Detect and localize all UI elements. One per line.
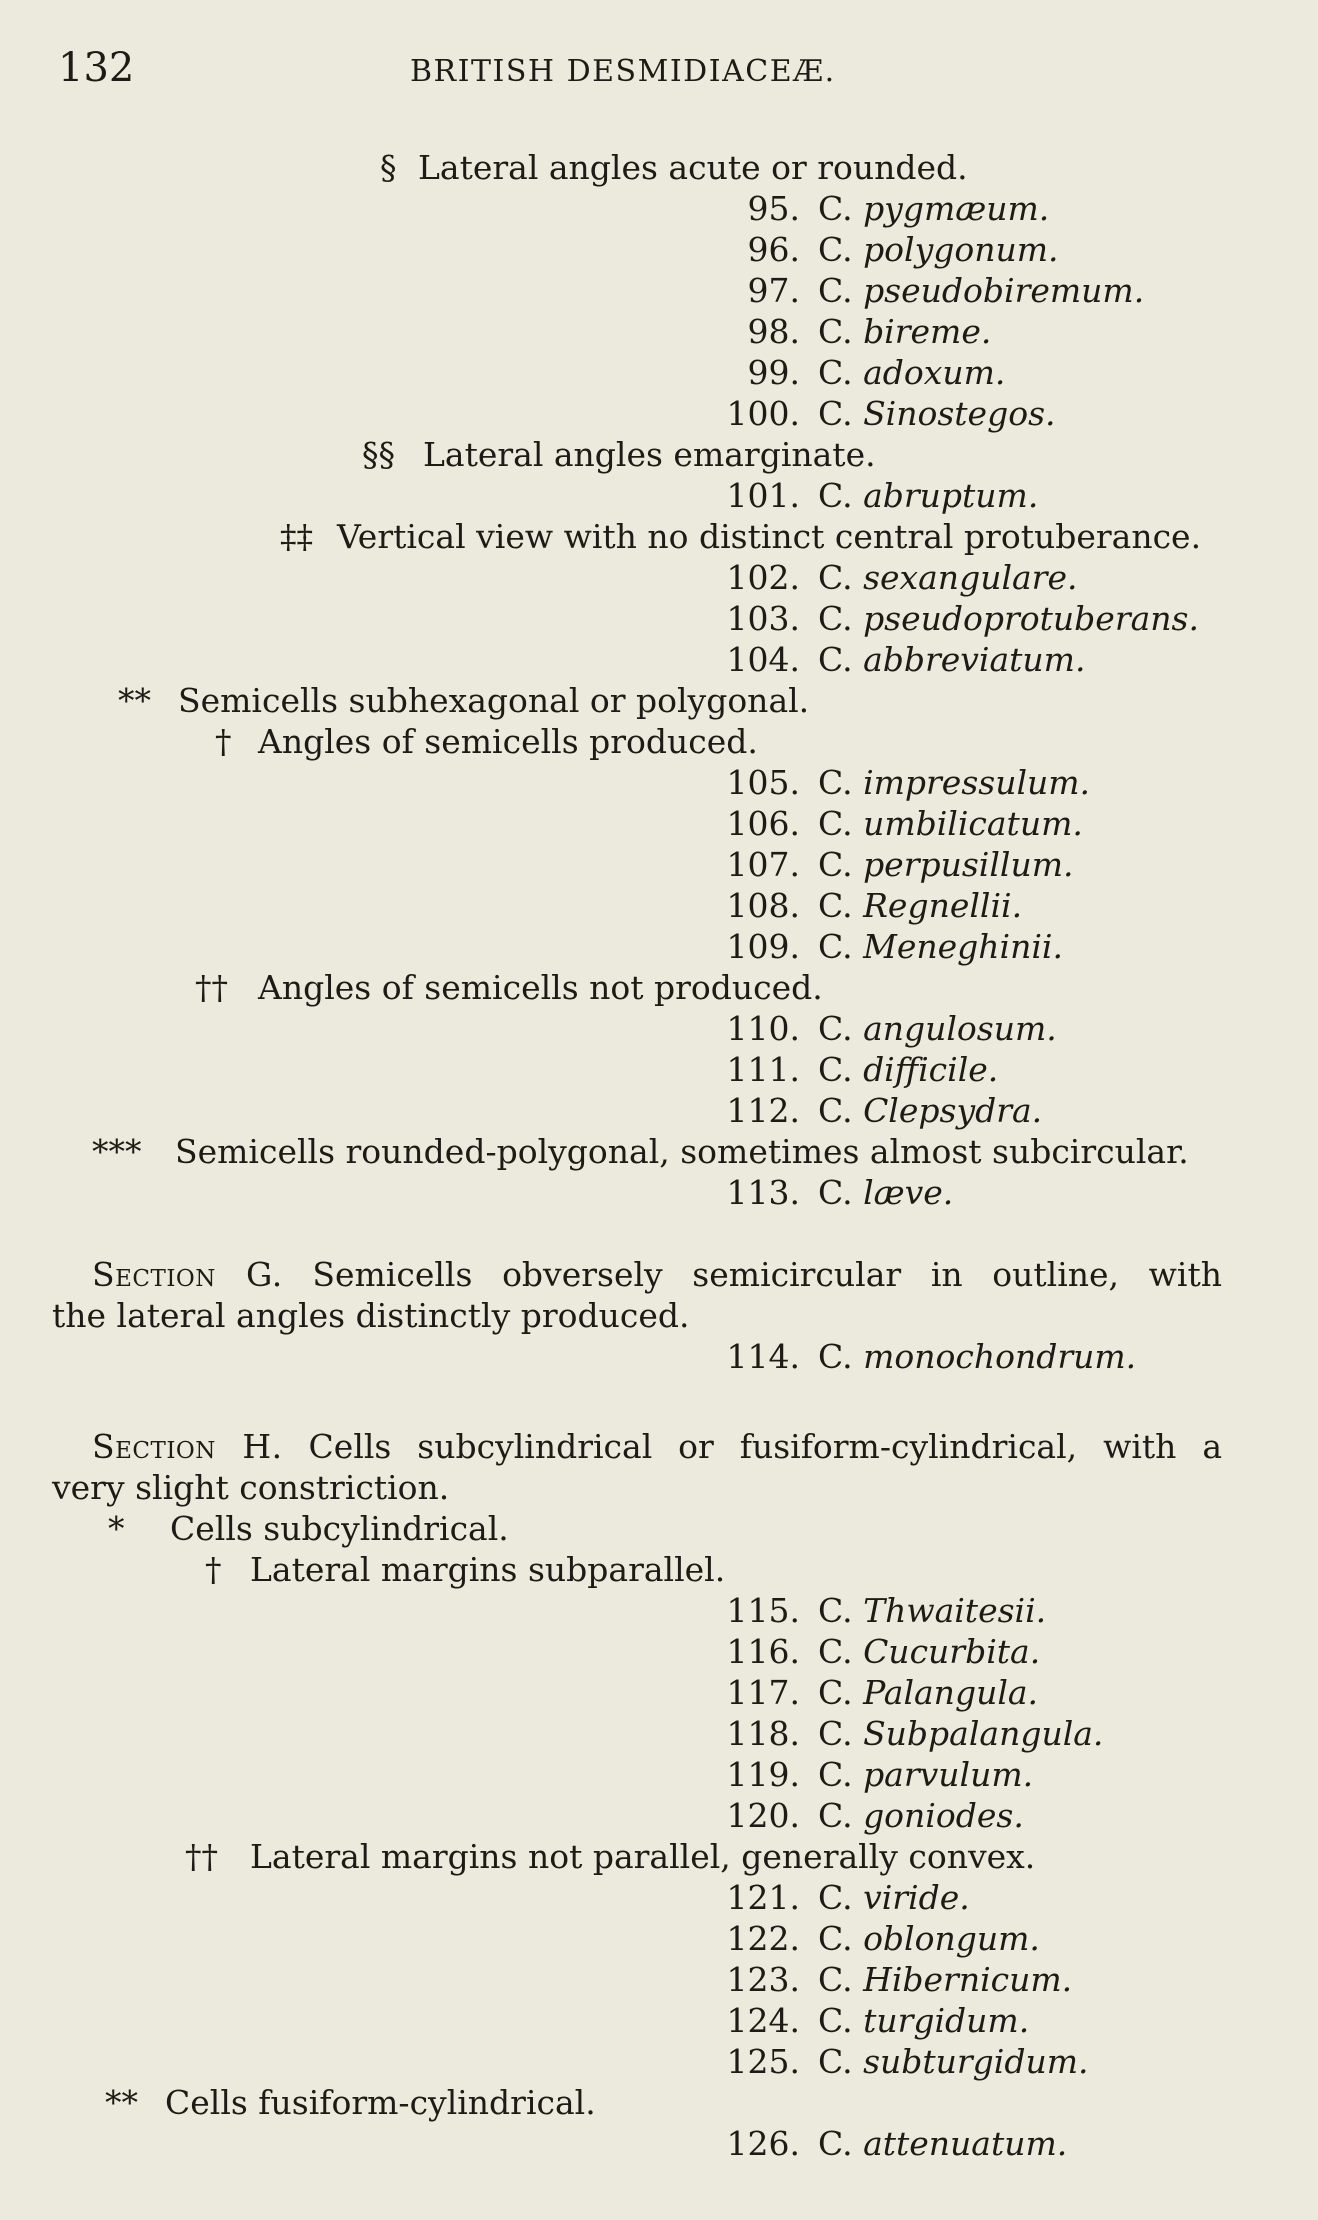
genus-abbrev: C. bbox=[818, 1050, 864, 1089]
species-name bbox=[818, 558, 1077, 598]
species-epithet: viride. bbox=[863, 1878, 970, 1917]
species-name bbox=[818, 1591, 1046, 1631]
species-number: 116. bbox=[726, 1632, 800, 1671]
species-name bbox=[818, 2124, 1067, 2164]
species-epithet: impressulum. bbox=[863, 763, 1091, 802]
key-heading: Angles of semicells not produced. bbox=[258, 968, 823, 1007]
genus-abbrev: C. bbox=[818, 599, 864, 638]
section-label: Section G. bbox=[92, 1255, 283, 1294]
section-label: Section H. bbox=[92, 1427, 283, 1466]
species-number: 118. bbox=[726, 1714, 800, 1753]
genus-abbrev: C. bbox=[818, 1673, 864, 1712]
species-name bbox=[818, 2001, 1029, 2041]
genus-abbrev: C. bbox=[818, 353, 864, 392]
species-name bbox=[818, 1755, 1033, 1795]
species-number: 111. bbox=[726, 1050, 800, 1089]
key-heading: Semicells rounded-polygonal, sometimes almost subcircular. bbox=[175, 1132, 1189, 1171]
species-epithet: umbilicatum. bbox=[863, 804, 1083, 843]
species-number: 123. bbox=[726, 1960, 800, 1999]
species-epithet: goniodes. bbox=[863, 1796, 1024, 1835]
species-epithet: pseudoprotuberans. bbox=[863, 599, 1199, 638]
genus-abbrev: C. bbox=[818, 640, 864, 679]
genus-abbrev: C. bbox=[818, 1796, 864, 1835]
key-heading: Cells subcylindrical. bbox=[170, 1509, 509, 1548]
genus-abbrev: C. bbox=[818, 1714, 864, 1753]
species-epithet: sexangulare. bbox=[863, 558, 1078, 597]
species-number: 103. bbox=[726, 599, 800, 638]
species-epithet: Palangula. bbox=[863, 1673, 1039, 1712]
species-epithet: turgidum. bbox=[863, 2001, 1030, 2040]
species-name bbox=[818, 353, 1005, 393]
species-number: 114. bbox=[726, 1337, 800, 1376]
genus-abbrev: C. bbox=[818, 271, 864, 310]
species-name bbox=[818, 230, 1059, 270]
species-epithet: Hibernicum. bbox=[863, 1960, 1073, 1999]
species-name bbox=[818, 394, 1056, 434]
species-epithet: angulosum. bbox=[863, 1009, 1057, 1048]
genus-abbrev: C. bbox=[818, 2124, 864, 2163]
key-marker: §§ bbox=[362, 435, 395, 474]
section-text: Cells subcylindrical or fusiform-cylindrical, with a bbox=[282, 1427, 1222, 1466]
species-number: 120. bbox=[726, 1796, 800, 1835]
key-marker: * bbox=[108, 1509, 125, 1548]
species-name bbox=[818, 189, 1049, 229]
genus-abbrev: C. bbox=[818, 2001, 864, 2040]
key-heading: Semicells subhexagonal or polygonal. bbox=[178, 681, 810, 720]
species-number: 109. bbox=[726, 927, 800, 966]
species-name bbox=[818, 1632, 1040, 1672]
species-number: 100. bbox=[726, 394, 800, 433]
key-marker: ** bbox=[118, 681, 151, 720]
species-name bbox=[818, 312, 991, 352]
species-name bbox=[818, 1337, 1136, 1377]
genus-abbrev: C. bbox=[818, 1919, 864, 1958]
species-number: 95. bbox=[747, 189, 800, 228]
species-name bbox=[818, 1919, 1040, 1959]
key-heading: Angles of semicells produced. bbox=[258, 722, 758, 761]
section-continuation: very slight constriction. bbox=[52, 1468, 450, 1507]
species-name bbox=[818, 1714, 1103, 1754]
species-name bbox=[818, 1173, 953, 1213]
section-text: Semicells obversely semicircular in outline, with bbox=[282, 1255, 1222, 1294]
key-marker: ** bbox=[105, 2083, 138, 2122]
genus-abbrev: C. bbox=[818, 886, 864, 925]
species-epithet: Sinostegos. bbox=[863, 394, 1056, 433]
species-number: 99. bbox=[747, 353, 800, 392]
species-number: 113. bbox=[726, 1173, 800, 1212]
key-heading: Lateral angles emarginate. bbox=[423, 435, 876, 474]
species-name bbox=[818, 1673, 1038, 1713]
key-heading: Lateral margins subparallel. bbox=[250, 1550, 726, 1589]
key-marker: † bbox=[205, 1550, 222, 1589]
species-name bbox=[818, 1878, 970, 1918]
species-epithet: attenuatum. bbox=[863, 2124, 1068, 2163]
genus-abbrev: C. bbox=[818, 845, 864, 884]
species-number: 119. bbox=[726, 1755, 800, 1794]
species-name bbox=[818, 1009, 1057, 1049]
species-number: 115. bbox=[726, 1591, 800, 1630]
species-number: 104. bbox=[726, 640, 800, 679]
species-epithet: læve. bbox=[863, 1173, 954, 1212]
species-epithet: adoxum. bbox=[863, 353, 1006, 392]
genus-abbrev: C. bbox=[818, 1960, 864, 1999]
species-number: 122. bbox=[726, 1919, 800, 1958]
section-heading bbox=[92, 1427, 1222, 1467]
species-number: 112. bbox=[726, 1091, 800, 1130]
genus-abbrev: C. bbox=[818, 804, 864, 843]
genus-abbrev: C. bbox=[818, 312, 864, 351]
key-marker: †† bbox=[195, 968, 228, 1007]
species-number: 121. bbox=[726, 1878, 800, 1917]
genus-abbrev: C. bbox=[818, 763, 864, 802]
species-number: 105. bbox=[726, 763, 800, 802]
key-marker: § bbox=[380, 148, 397, 187]
species-epithet: perpusillum. bbox=[863, 845, 1074, 884]
species-name bbox=[818, 2042, 1089, 2082]
species-epithet: Cucurbita. bbox=[863, 1632, 1041, 1671]
key-heading: Cells fusiform-cylindrical. bbox=[165, 2083, 596, 2122]
genus-abbrev: C. bbox=[818, 1755, 864, 1794]
species-number: 108. bbox=[726, 886, 800, 925]
species-epithet: oblongum. bbox=[863, 1919, 1040, 1958]
genus-abbrev: C. bbox=[818, 1632, 864, 1671]
species-epithet: parvulum. bbox=[863, 1755, 1034, 1794]
species-number: 97. bbox=[747, 271, 800, 310]
species-name bbox=[818, 763, 1090, 803]
running-title: BRITISH DESMIDIACEÆ. bbox=[410, 54, 836, 89]
species-epithet: Subpalangula. bbox=[863, 1714, 1104, 1753]
species-epithet: monochondrum. bbox=[863, 1337, 1137, 1376]
species-epithet: abbreviatum. bbox=[863, 640, 1086, 679]
genus-abbrev: C. bbox=[818, 394, 864, 433]
species-name bbox=[818, 1091, 1042, 1131]
species-number: 110. bbox=[726, 1009, 800, 1048]
section-heading bbox=[92, 1255, 1222, 1295]
species-number: 126. bbox=[726, 2124, 800, 2163]
key-marker: † bbox=[215, 722, 232, 761]
key-heading: Lateral angles acute or rounded. bbox=[418, 148, 968, 187]
species-epithet: Meneghinii. bbox=[863, 927, 1063, 966]
key-heading: Vertical view with no distinct central protuberance. bbox=[337, 517, 1202, 556]
section-continuation: the lateral angles distinctly produced. bbox=[52, 1296, 690, 1335]
genus-abbrev: C. bbox=[818, 558, 864, 597]
key-marker: †† bbox=[185, 1837, 218, 1876]
species-epithet: subturgidum. bbox=[863, 2042, 1089, 2081]
genus-abbrev: C. bbox=[818, 1878, 864, 1917]
genus-abbrev: C. bbox=[818, 1009, 864, 1048]
species-number: 125. bbox=[726, 2042, 800, 2081]
species-name bbox=[818, 927, 1063, 967]
species-number: 101. bbox=[726, 476, 800, 515]
species-name bbox=[818, 1960, 1072, 2000]
genus-abbrev: C. bbox=[818, 476, 864, 515]
genus-abbrev: C. bbox=[818, 189, 864, 228]
species-epithet: Thwaitesii. bbox=[863, 1591, 1047, 1630]
species-epithet: pseudobiremum. bbox=[863, 271, 1145, 310]
species-name bbox=[818, 886, 1022, 926]
species-name bbox=[818, 640, 1085, 680]
genus-abbrev: C. bbox=[818, 1173, 864, 1212]
species-name bbox=[818, 271, 1144, 311]
species-epithet: abruptum. bbox=[863, 476, 1039, 515]
species-name bbox=[818, 845, 1074, 885]
species-epithet: Regnellii. bbox=[863, 886, 1023, 925]
page-number: 132 bbox=[58, 45, 135, 91]
species-number: 96. bbox=[747, 230, 800, 269]
species-number: 98. bbox=[747, 312, 800, 351]
genus-abbrev: C. bbox=[818, 2042, 864, 2081]
genus-abbrev: C. bbox=[818, 1337, 864, 1376]
species-name bbox=[818, 599, 1199, 639]
species-number: 124. bbox=[726, 2001, 800, 2040]
species-number: 117. bbox=[726, 1673, 800, 1712]
species-name bbox=[818, 1050, 998, 1090]
species-name bbox=[818, 476, 1038, 516]
species-name bbox=[818, 1796, 1024, 1836]
key-heading: Lateral margins not parallel, generally convex. bbox=[250, 1837, 1036, 1876]
genus-abbrev: C. bbox=[818, 1091, 864, 1130]
genus-abbrev: C. bbox=[818, 230, 864, 269]
species-epithet: polygonum. bbox=[863, 230, 1059, 269]
key-marker: *** bbox=[92, 1132, 142, 1171]
species-name bbox=[818, 804, 1083, 844]
species-epithet: pygmæum. bbox=[863, 189, 1050, 228]
species-number: 107. bbox=[726, 845, 800, 884]
key-marker: ‡‡ bbox=[280, 517, 313, 556]
species-epithet: bireme. bbox=[863, 312, 992, 351]
species-epithet: Clepsydra. bbox=[863, 1091, 1043, 1130]
species-epithet: difficile. bbox=[863, 1050, 999, 1089]
genus-abbrev: C. bbox=[818, 927, 864, 966]
species-number: 102. bbox=[726, 558, 800, 597]
species-number: 106. bbox=[726, 804, 800, 843]
genus-abbrev: C. bbox=[818, 1591, 864, 1630]
